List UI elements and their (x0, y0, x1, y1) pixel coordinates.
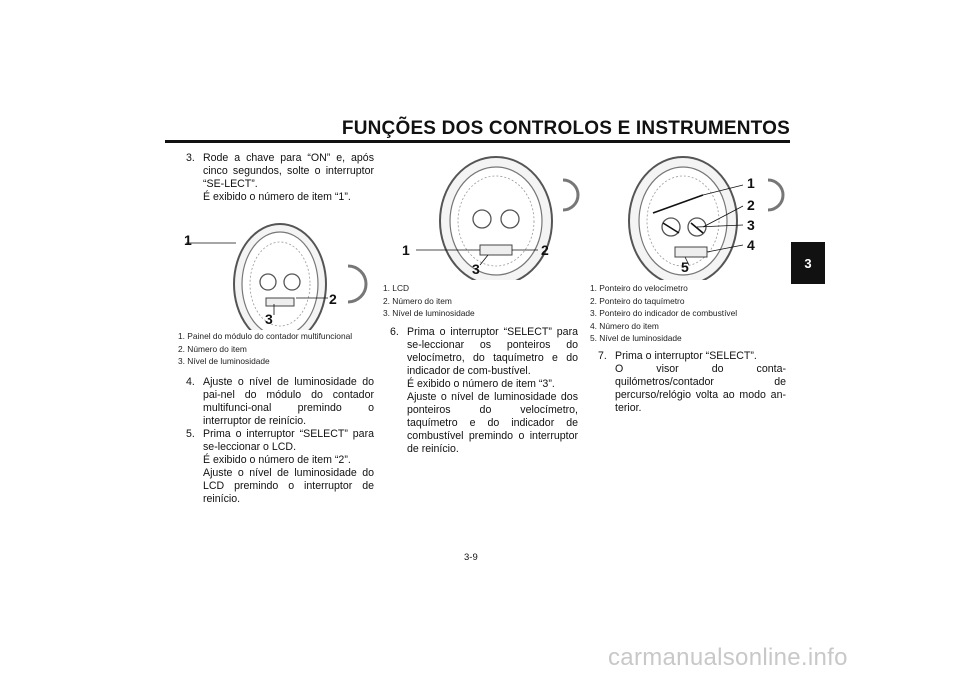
step-text: Rode a chave para “ON” e, após cinco segundos, solte o interruptor “SE-LECT”. (203, 152, 374, 190)
watermark: carmanualsonline.info (608, 644, 848, 671)
column-3 (594, 350, 786, 415)
callout-5: 5 (681, 259, 689, 275)
caption-item: 3. Ponteiro do indicador de combustível (590, 308, 738, 318)
step-number: 7. (598, 350, 607, 362)
step-number: 4. (186, 376, 195, 388)
step-text: Ajuste o nível de luminosidade dos ponteiros do velocímetro, taquímetro e do indicador de combustível premindo o interruptor de reinício. (407, 391, 578, 455)
step-4 (182, 376, 374, 428)
figure-dashboard-3 (593, 155, 793, 280)
step-text: É exibido o número de item “2”. (203, 454, 351, 466)
dashboard-illustration (178, 218, 378, 330)
caption-item: 2. Número do item (178, 343, 247, 354)
callout-2: 2 (541, 242, 549, 258)
caption-item: 5. Nível de luminosidade (590, 333, 682, 343)
step-text: Prima o interruptor “SELECT” para se-leccionar os ponteiros do velocímetro, do taquímetro e do indicador de com-bustível. (407, 326, 578, 377)
step-text: Prima o interruptor “SELECT”. (615, 350, 757, 362)
caption-item: 1. LCD (383, 283, 410, 293)
callout-1: 1 (402, 242, 410, 258)
step-number: 3. (186, 152, 195, 164)
step-number: 6. (390, 326, 399, 338)
step-6 (386, 326, 578, 456)
callout-3: 3 (472, 261, 480, 277)
caption-item: 4. Número do item (590, 320, 659, 331)
caption-item: 3. Nível de luminosidade (178, 356, 270, 366)
callout-3: 3 (265, 311, 273, 327)
callout-1: 1 (184, 232, 192, 248)
page-title: FUNÇÕES DOS CONTROLOS E INSTRUMENTOS (341, 118, 790, 139)
step-3 (182, 152, 374, 204)
caption-item: 1. Ponteiro do velocímetro (590, 283, 688, 293)
step-text: É exibido o número de item “1”. (203, 191, 351, 203)
column-2 (386, 326, 578, 456)
chapter-tab[interactable]: 3 (791, 242, 825, 284)
header-rule (165, 140, 790, 143)
caption-2 (383, 282, 583, 320)
column-1 (182, 152, 374, 204)
caption-item: 2. Número do item (383, 295, 452, 306)
callout-3: 3 (747, 217, 755, 233)
callout-1: 1 (747, 175, 755, 191)
figure-dashboard-1 (178, 218, 378, 330)
caption-1 (178, 330, 383, 368)
dashboard-illustration (593, 155, 793, 280)
step-5 (182, 428, 374, 506)
figure-dashboard-2 (388, 155, 588, 280)
caption-item: 2. Ponteiro do taquímetro (590, 295, 685, 306)
callout-2: 2 (329, 291, 337, 307)
page-number: 3-9 (464, 552, 478, 563)
callout-2: 2 (747, 197, 755, 213)
column-1-lower (182, 376, 374, 506)
dashboard-illustration (388, 155, 588, 280)
step-7 (594, 350, 786, 415)
step-number: 5. (186, 428, 195, 440)
step-text: É exibido o número de item “3”. (407, 378, 555, 390)
caption-item: 1. Painel do módulo do contador multifuncional (178, 331, 353, 341)
caption-item: 3. Nível de luminosidade (383, 308, 475, 318)
step-text: Ajuste o nível de luminosidade do pai-nel do módulo do contador multifunci-onal premindo o interruptor de reinício. (203, 376, 374, 427)
step-text: Prima o interruptor “SELECT” para se-leccionar o LCD. (203, 428, 374, 453)
step-text: Ajuste o nível de luminosidade do LCD premindo o interruptor de reinício. (203, 467, 374, 505)
step-text: O visor do conta-quilómetros/contador de percurso/relógio volta ao modo an-terior. (615, 363, 786, 414)
caption-3 (590, 282, 790, 345)
callout-4: 4 (747, 237, 755, 253)
